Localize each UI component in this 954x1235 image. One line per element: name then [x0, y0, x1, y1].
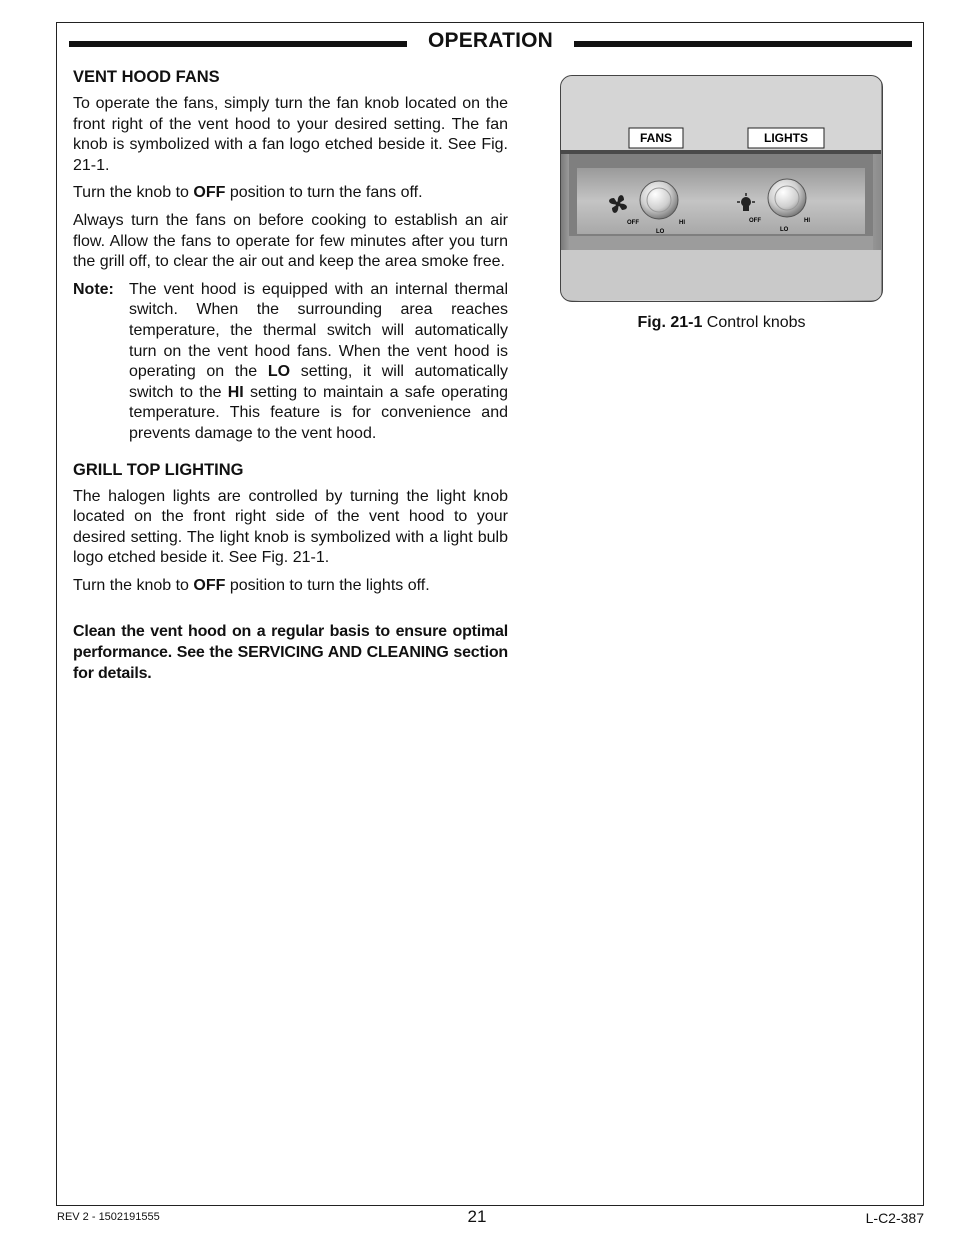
- document-code: L-C2-387: [865, 1210, 924, 1226]
- page-title: OPERATION: [427, 29, 554, 52]
- text: Turn the knob to: [73, 184, 194, 202]
- text-column: [73, 66, 508, 691]
- fan-off-mark: OFF: [627, 220, 639, 226]
- lights-knob[interactable]: [768, 179, 806, 217]
- fan-lo-mark: LO: [656, 229, 665, 235]
- section-heading-vent-hood-fans: VENT HOOD FANS: [73, 68, 220, 86]
- text: setting, it will automatically switch to the: [129, 363, 509, 401]
- note-label: Note:: [73, 280, 114, 298]
- fans-paragraph-1: To operate the fans, simply turn the fan knob located on the front right of the vent hood to your desired setting. The fan knob is symbolized with a fan logo etched beside it. See Fig. 21-1.: [73, 95, 508, 174]
- fans-paragraph-3: Always turn the fans on before cooking to establish an air flow. Allow the fans to operate for few minutes after you turn the grill off, to clear the air out and keep the area smoke free.: [73, 211, 508, 271]
- hood-edge: [561, 150, 881, 154]
- text: Turn the knob to: [73, 576, 194, 594]
- recess-lip: [569, 236, 873, 250]
- text: position to turn the lights off.: [225, 576, 430, 594]
- lighting-paragraph-1: The halogen lights are controlled by turning the light knob located on the front right side of the vent hood to your desired setting. The light knob is symbolized with a light bulb logo etched beside it. See Fig. 21-1.: [73, 487, 508, 567]
- fan-knob[interactable]: [640, 181, 678, 219]
- lighting-paragraph-2: [73, 576, 508, 597]
- note-text: [129, 280, 508, 445]
- page-number: 21: [467, 1207, 487, 1226]
- revision-code: REV 2 - 1502191555: [57, 1211, 160, 1223]
- lights-lo-mark: LO: [780, 227, 789, 233]
- fans-note: [73, 280, 508, 445]
- section-heading-grill-top-lighting: GRILL TOP LIGHTING: [73, 460, 244, 479]
- control-panel-illustration: [561, 76, 881, 300]
- figure-caption: [560, 314, 883, 332]
- lights-label: LIGHTS: [764, 131, 808, 145]
- cleaning-warning: Clean the vent hood on a regular basis to ensure optimal performance. See the SERVICING AND CLEANING section for details.: [73, 623, 508, 682]
- text: setting to maintain a safe operating temperature. This feature is for convenience and prevents damage to the vent hood.: [129, 383, 508, 442]
- bold-off: OFF: [193, 184, 226, 202]
- fans-label: FANS: [639, 131, 673, 145]
- hood-bottom: [561, 250, 881, 300]
- figure-caption-text: Control knobs: [702, 314, 806, 331]
- lights-hi-mark: HI: [804, 218, 810, 224]
- lights-off-mark: OFF: [749, 218, 761, 224]
- text: position to turn the fans off.: [225, 184, 423, 202]
- bold-off: OFF: [193, 576, 226, 594]
- header-rule-left: [69, 41, 407, 47]
- header-rule-right: [574, 41, 912, 47]
- fan-hi-mark: HI: [679, 220, 685, 226]
- text: The vent hood is equipped with an internal thermal switch. When the surrounding area reaches temperature, the thermal switch will automatically turn on the vent hood fans. When the vent hood is operating on the: [129, 280, 508, 381]
- hood-top: [561, 76, 881, 150]
- bold-lo: LO: [267, 363, 291, 381]
- figure-number: Fig. 21-1: [637, 314, 703, 331]
- bold-hi: HI: [227, 383, 244, 401]
- fans-paragraph-2: [73, 183, 508, 204]
- control-knobs-photo: [560, 75, 883, 302]
